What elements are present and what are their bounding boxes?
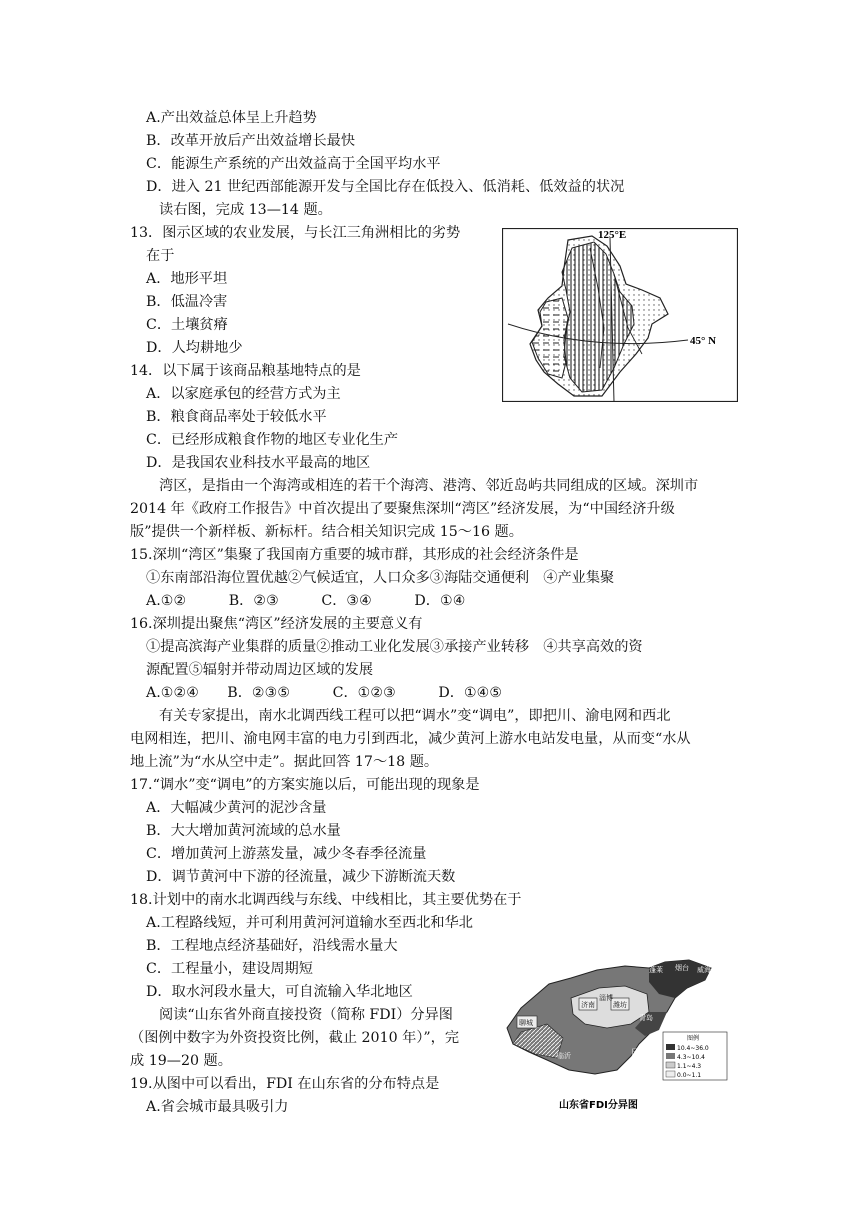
text-line: 13．图示区域的农业发展，与长江三角洲相比的劣势 [130,225,461,241]
text-line: C．工程量小，建设周期短 [146,961,313,977]
text-line: B．大大增加黄河流域的总水量 [146,823,341,839]
text-line: ①提高滨海产业集群的质量②推动工业化发展③承接产业转移 ④共享高效的资 [146,639,643,655]
text-line: 15.深圳“湾区”集聚了我国南方重要的城市群，其形成的社会经济条件是 [130,547,579,563]
text-line: D．人均耕地少 [146,340,243,356]
city-label: 临沂 [557,1052,571,1060]
legend-label: 10.4~36.0 [677,1045,709,1052]
text-line: A.①②④ B．②③⑤ C．①②③ D．①④⑤ [146,685,503,701]
text-line: A.工程路线短，并可利用黄河河道输水至西北和华北 [146,915,473,931]
text-line: D．调节黄河中下游的径流量，减少下游断流天数 [146,869,456,885]
city-label: 青岛 [639,1014,653,1022]
map-caption: 山东省FDI分异图 [559,1100,638,1111]
text-line: 19.从图中可以看出，FDI 在山东省的分布特点是 [130,1076,440,1092]
text-line: B．工程地点经济基础好，沿线需水量大 [146,938,398,954]
text-line: D．是我国农业科技水平最高的地区 [146,455,371,471]
city-label: 淄博 [599,994,613,1002]
legend-label: 0.0~1.1 [677,1072,702,1079]
text-line: A.产出效益总体呈上升趋势 [146,110,317,126]
text-line: 地上流”为“水从空中走”。据此回答 17～18 题。 [130,754,439,770]
text-line: 14．以下属于该商品粮基地特点的是 [130,363,361,379]
legend-title: 图例 [687,1035,700,1042]
text-line: 阅读“山东省外商直接投资（简称 FDI）分异图 [159,1007,453,1023]
text-line: 在于 [146,248,175,264]
city-label: 威海 [697,966,711,974]
text-line: 有关专家提出，南水北调西线工程可以把“调水”变“调电”，即把川、渝电网和西北 [159,708,671,724]
legend-swatch [666,1071,675,1077]
text-line: D．取水河段水量大，可自流输入华北地区 [146,984,413,1000]
text-line: A．大幅减少黄河的泥沙含量 [146,800,327,816]
text-line: 读右图，完成 13—14 题。 [159,202,332,218]
text-line: C．已经形成粮食作物的地区专业化生产 [146,432,399,448]
legend-label: 1.1~4.3 [677,1063,702,1070]
longitude-label: 125°E [598,229,627,241]
city-label: 日照 [631,1048,645,1056]
text-line: A．地形平坦 [146,271,228,287]
text-line: 成 19—20 题。 [130,1053,232,1069]
city-label: 蓬莱 [649,966,663,974]
text-line: 2014 年《政府工作报告》中首次提出了要聚焦深圳“湾区”经济发展，为“中国经济升级 [130,501,675,517]
text-line: D．进入 21 世纪西部能源开发与全国比存在低投入、低消耗、低效益的状况 [146,179,625,195]
text-line: A．以家庭承包的经营方式为主 [146,386,341,402]
shandong-fdi-map-figure [499,958,731,1116]
text-line: 版”提供一个新样板、新标杆。结合相关知识完成 15～16 题。 [130,524,523,540]
text-line: C．能源生产系统的产出效益高于全国平均水平 [146,156,441,172]
text-line: 17.“调水”变“调电”的方案实施以后，可能出现的现象是 [130,777,480,793]
legend-swatch [666,1044,675,1050]
text-line: C．增加黄河上游蒸发量，减少冬春季径流量 [146,846,427,862]
text-line: ①东南部沿海位置优越②气候适宜，人口众多③海陆交通便利 ④产业集聚 [146,570,615,586]
text-line: （图例中数字为外资投资比例，截止 2010 年）”，完 [130,1030,460,1046]
city-label: 潍坊 [613,1001,627,1009]
northeast-map-figure [502,228,738,402]
text-line: 16.深圳提出聚焦“湾区”经济发展的主要意义有 [130,616,423,632]
legend-swatch [666,1062,675,1068]
city-label: 烟台 [675,964,689,972]
text-line: 源配置⑤辐射并带动周边区域的发展 [146,662,374,678]
text-line: 湾区，是指由一个海湾或相连的若干个海湾、港湾、邻近岛屿共同组成的区域。深圳市 [159,478,699,494]
text-line: B．粮食商品率处于较低水平 [146,409,327,425]
legend-swatch [666,1053,675,1059]
text-line: 电网相连，把川、渝电网丰富的电力引到西北，减少黄河上游水电站发电量，从而变“水从 [130,731,691,747]
text-line: 18.计划中的南水北调西线与东线、中线相比，其主要优势在于 [130,892,522,908]
text-line: A.省会城市最具吸引力 [146,1099,289,1115]
legend-label: 4.3~10.4 [677,1054,705,1061]
city-label: 济南 [581,1001,595,1009]
text-line: B．低温冷害 [146,294,228,310]
text-line: B．改革开放后产出效益增长最快 [146,133,356,149]
city-label: 聊城 [519,1019,533,1027]
text-line: C．土壤贫瘠 [146,317,228,333]
latitude-label: 45° N [690,335,717,347]
text-line: A.①② B．②③ C．③④ D．①④ [146,593,466,609]
